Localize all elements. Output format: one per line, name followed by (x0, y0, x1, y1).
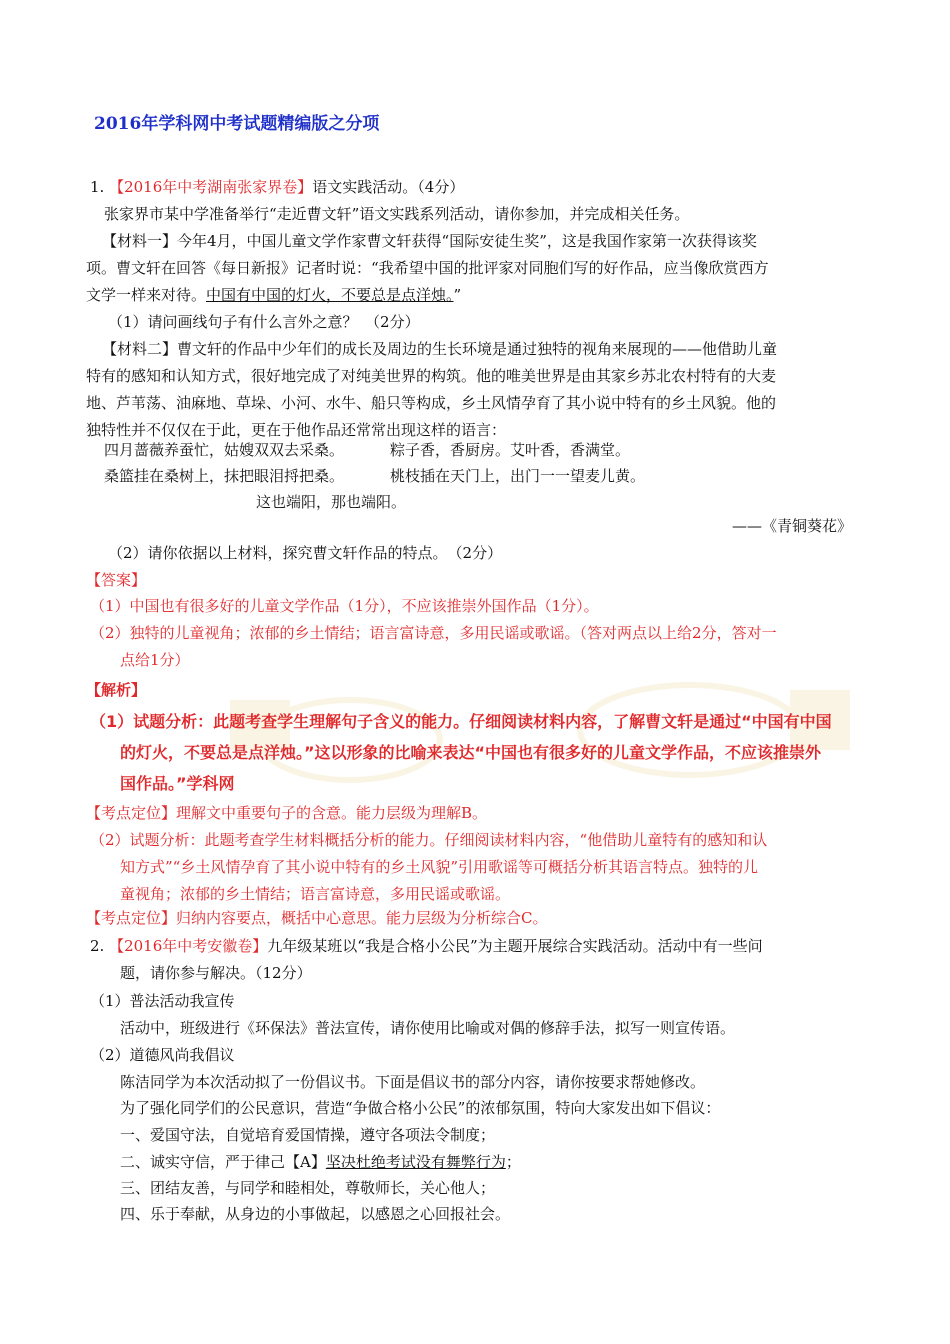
poem-line: 粽子香，香厨房。艾叶香，香满堂。 (390, 441, 631, 459)
key-point-text: 理解文中重要句子的含意。能力层级为理解B。 (176, 804, 488, 822)
question-intro-cont: 题，请你参与解决。（12分） (120, 964, 312, 982)
poem-source: ——《青铜葵花》 (732, 517, 853, 535)
proposal-line (120, 1152, 521, 1172)
material-1-line: 【材料一】今年4月，中国儿童文学作家曹文轩获得“国际安徒生奖”，这是我国作家第一次获得该奖 (102, 232, 757, 250)
material-1-line (86, 285, 461, 305)
underlined-sentence: 中国有中国的灯火，不要总是点洋烛。 (206, 286, 454, 304)
key-point-2 (86, 908, 548, 928)
proposal-line: 为了强化同学们的公民意识，营造“争做合格小公民”的浓郁氛围，特向大家发出如下倡议： (120, 1099, 721, 1117)
part-2-text: 陈洁同学为本次活动拟了一份倡议书。下面是倡议书的部分内容，请你按要求帮她修改。 (120, 1073, 706, 1091)
material-2-line: 地、芦苇荡、油麻地、草垛、小河、水牛、船只等构成，乡土风情孕育了其小说中特有的乡土风貌。他的 (86, 394, 777, 412)
material-2-line: 独特性并不仅仅在于此，更在于他作品还常常出现这样的语言： (86, 421, 507, 439)
sub-question-2: （2）请你依据以上材料，探究曹文轩作品的特点。 （2分） (108, 544, 503, 562)
part-1-text: 活动中，班级进行《环保法》普法宣传，请你使用比喻或对偶的修辞手法，拟写一则宣传语。 (120, 1019, 736, 1037)
key-point-label: 【考点定位】 (86, 804, 177, 822)
proposal-text: ； (505, 1153, 521, 1171)
key-point-label: 【考点定位】 (86, 909, 177, 927)
watermark-logo (190, 660, 870, 810)
proposal-text: 二、诚实守信，严于律己【A】 (120, 1153, 326, 1171)
proposal-line: 三、团结友善，与同学和睦相处，尊敬师长，关心他人； (120, 1179, 496, 1197)
poem-line: 这也端阳，那也端阳。 (256, 493, 407, 511)
question-number: 2. (90, 937, 105, 955)
page-title: 2016年学科网中考试题精编版之分项 (94, 114, 380, 134)
question-source: 【2016年中考湖南张家界卷】 (109, 178, 313, 196)
material-1-line: 项。曹文轩在回答《每日新报》记者时说：“我希望中国的批评家对同胞们写的好作品，应当像欣赏西方 (86, 259, 769, 277)
analysis-2-line: 知方式”“乡土风情孕育了其小说中特有的乡土风貌”引用歌谣等可概括分析其语言特点。独特的儿 (120, 858, 759, 876)
part-2-title: （2）道德风尚我倡议 (90, 1046, 235, 1064)
answer-2-line: （2）独特的儿童视角；浓郁的乡土情结；语言富诗意，多用民谣或歌谣。（答对两点以上给2分，答对一 (90, 624, 777, 642)
material-text: 文学一样来对待。 (86, 286, 207, 304)
proposal-line: 一、爱国守法，自觉培育爱国情操，遵守各项法令制度； (120, 1126, 496, 1144)
poem-line: 四月蔷薇养蚕忙，姑嫂双双去采桑。 (104, 441, 345, 459)
answer-label: 【答案】 (86, 571, 147, 589)
question-number: 1. (90, 178, 105, 196)
material-text: ” (453, 286, 462, 304)
underlined-phrase: 坚决杜绝考试没有舞弊行为 (325, 1153, 506, 1171)
question-1-header (90, 177, 464, 197)
key-point-1 (86, 803, 487, 823)
question-source: 【2016年中考安徽卷】 (109, 937, 268, 955)
part-1-title: （1）普法活动我宣传 (90, 992, 235, 1010)
sub-question-1: （1）请问画线句子有什么言外之意？ （2分） (108, 313, 420, 331)
analysis-2-line: 童视角；浓郁的乡土情结；语言富诗意，多用民谣或歌谣。 (120, 885, 511, 903)
proposal-line: 四、乐于奉献，从身边的小事做起，以感恩之心回报社会。 (120, 1205, 511, 1223)
material-2-line: 特有的感知和认知方式，很好地完成了对纯美世界的构筑。他的唯美世界是由其家乡苏北农村特有的大麦 (86, 367, 777, 385)
analysis-2-line: （2）试题分析：此题考查学生材料概括分析的能力。仔细阅读材料内容，“他借助儿童特有的感知和认 (90, 831, 768, 849)
poem-line: 桃枝插在天门上，出门一一望麦儿黄。 (390, 467, 646, 485)
question-description: 张家界市某中学准备举行“走近曹文轩”语文实践系列活动，请你参加，并完成相关任务。 (104, 205, 690, 223)
analysis-1-line: （1）试题分析：此题考查学生理解句子含义的能力。仔细阅读材料内容，了解曹文轩是通过“中国有中国 (90, 712, 832, 731)
key-point-text: 归纳内容要点，概括中心意思。能力层级为分析综合C。 (176, 909, 548, 927)
question-2-header (90, 936, 763, 956)
material-2-line: 【材料二】曹文轩的作品中少年们的成长及周边的生长环境是通过独特的视角来展现的——他借助儿童 (102, 340, 778, 358)
answer-1: （1）中国也有很多好的儿童文学作品（1分），不应该推崇外国作品（1分）。 (90, 597, 599, 615)
question-intro: 九年级某班以“我是合格小公民”为主题开展综合实践活动。活动中有一些问 (267, 937, 763, 955)
analysis-label: 【解析】 (86, 681, 147, 699)
question-intro: 语文实践活动。（4分） (312, 178, 465, 196)
poem-line: 桑篮挂在桑树上，抹把眼泪捋把桑。 (104, 467, 345, 485)
answer-2-line: 点给1分） (120, 651, 190, 669)
analysis-1-line: 国作品。”学科网 (120, 774, 235, 793)
analysis-1-line: 的灯火，不要总是点洋烛。”这以形象的比喻来表达“中国也有很多好的儿童文学作品，不应该推崇外 (120, 743, 822, 762)
